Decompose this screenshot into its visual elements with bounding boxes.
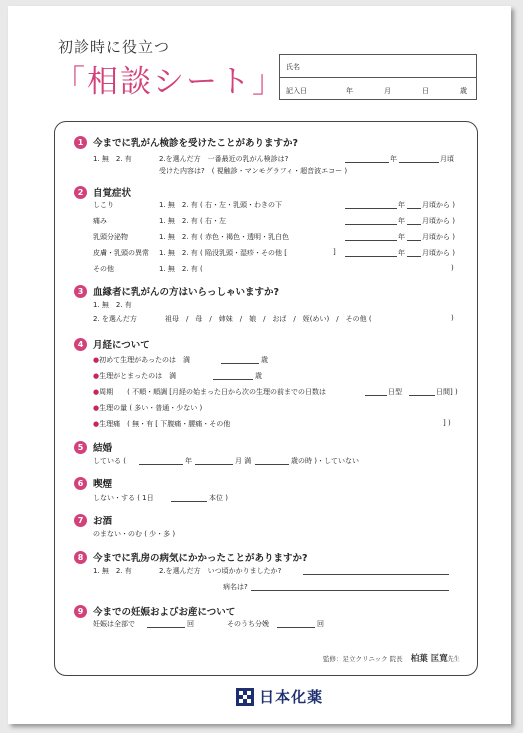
q5-month-blank[interactable] <box>195 464 233 465</box>
q2-row-label: その他 <box>93 265 114 273</box>
q8-when-blank[interactable] <box>303 574 449 575</box>
q1-month: 月頃 <box>440 155 454 163</box>
q2-row-year: 年 <box>398 249 405 257</box>
sheet-subtitle: 初診時に役立つ <box>58 38 171 56</box>
q9-title: 今までの妊娠およびお産について <box>93 607 236 618</box>
q2-row-year: 年 <box>398 201 405 209</box>
q2-row-year: 年 <box>398 217 405 225</box>
q8-options[interactable]: 1. 無 2. 有 <box>93 567 132 575</box>
q1-month-blank[interactable] <box>399 162 439 163</box>
sheet-title: 「相談シート」 <box>54 64 285 100</box>
q9-pregnancies-label: 妊娠は全部で <box>93 620 135 628</box>
q2-row-options[interactable]: 1. 無 2. 有 ( 赤色・褐色・透明・乳白色 <box>159 233 289 241</box>
q8-title: 今までに乳房の病気にかかったことがありますか? <box>93 553 308 564</box>
date-label: 記入日 <box>286 87 307 95</box>
consultation-sheet <box>8 6 511 724</box>
q2-row-year-blank[interactable] <box>345 224 397 225</box>
q2-row-options[interactable]: 1. 無 2. 有 ( 右・左 <box>159 217 226 225</box>
q3-close: ) <box>451 314 454 322</box>
q2-row-month: 月頃から ) <box>422 201 455 209</box>
q6-count-blank[interactable] <box>171 501 207 502</box>
q4-menarche-unit: 歳 <box>261 356 268 364</box>
q7-alcohol[interactable]: のまない・のむ ( 少・多 ) <box>93 530 176 538</box>
q3-relatives[interactable]: 祖母 / 母 / 姉妹 / 娘 / おば / 姪(めい) / その他 ( <box>165 315 372 323</box>
q9-deliveries-label: そのうち分娩 <box>227 620 269 628</box>
q5-year: 年 <box>185 457 192 465</box>
q6-unit: 本位 ) <box>209 494 228 502</box>
q8-followup: 2.を選んだ方 いつ頃かかりましたか? <box>159 567 282 575</box>
questionnaire-box <box>54 121 478 676</box>
q9-deliveries-unit: 回 <box>317 620 324 628</box>
q5-month: 月 満 <box>235 457 252 465</box>
date-month: 月 <box>384 87 391 95</box>
q6-number: 6 <box>74 477 87 490</box>
date-year: 年 <box>346 87 353 95</box>
q4-item-amount[interactable]: ●生理の量 ( 多い・普通・少ない ) <box>93 404 203 412</box>
q8-disease-blank[interactable] <box>251 590 449 591</box>
q2-row-month-blank[interactable] <box>407 208 421 209</box>
q2-row-year-blank[interactable] <box>345 256 397 257</box>
q9-number: 9 <box>74 605 87 618</box>
q1-options[interactable]: 1. 無 2. 有 <box>93 155 132 163</box>
q2-row-label: 乳頭分泌物 <box>93 233 128 241</box>
q6-title: 喫煙 <box>93 479 113 490</box>
q1-content[interactable]: 受けた内容は? ( 視触診・マンモグラフィ・超音波エコー ) <box>159 167 348 175</box>
q5-married[interactable]: している ( <box>93 457 126 465</box>
q2-row-month: 月頃から ) <box>422 217 455 225</box>
name-label: 氏名 <box>286 63 300 71</box>
q5-title: 結婚 <box>93 443 113 454</box>
q8-number: 8 <box>74 551 87 564</box>
q1-year-blank[interactable] <box>345 162 389 163</box>
q2-row-month-blank[interactable] <box>407 256 421 257</box>
q2-row-month: 月頃から ) <box>422 249 455 257</box>
q2-row-options[interactable]: 1. 無 2. 有 ( 陥没乳頭・湿疹・その他 [ <box>159 249 287 257</box>
q4-item-cycle[interactable]: ●周期 ( 不順・順調 [月経の始まった日から次の生理の前までの日数は <box>93 388 327 396</box>
name-row[interactable] <box>280 55 476 78</box>
q2-row-month-blank[interactable] <box>407 224 421 225</box>
q2-row-close: ) <box>451 264 454 272</box>
q3-title: 血縁者に乳がんの方はいらっしゃいますか? <box>93 287 280 298</box>
q9-pregnancies-blank[interactable] <box>147 627 185 628</box>
q3-number: 3 <box>74 285 87 298</box>
q4-item-menopause: ●生理がとまったのは 満 <box>93 372 177 380</box>
q2-row-bracket: ] <box>333 248 336 256</box>
q2-row-year: 年 <box>398 233 405 241</box>
q7-number: 7 <box>74 514 87 527</box>
q1-number: 1 <box>74 136 87 149</box>
q4-cycle-blank[interactable] <box>365 395 387 396</box>
q2-row-label: しこり <box>93 201 114 209</box>
q2-row-label: 皮膚・乳頭の異常 <box>93 249 149 257</box>
patient-info-box <box>279 54 477 100</box>
q4-menopause-unit: 歳 <box>255 372 262 380</box>
company-mark-icon <box>236 688 254 706</box>
brand-name: 日本化薬 <box>259 688 324 706</box>
q2-number: 2 <box>74 186 87 199</box>
q4-item-menarche: ●初めて生理があったのは 満 <box>93 356 191 364</box>
q4-item-pain[interactable]: ●生理痛 ( 無・有 [ 下腹痛・腰痛・その他 <box>93 420 231 428</box>
q4-menarche-blank[interactable] <box>221 363 259 364</box>
q4-pain-close: ] ) <box>443 419 451 427</box>
q2-row-month: 月頃から ) <box>422 233 455 241</box>
q4-cycle-type: 日型 <box>388 388 402 396</box>
q2-row-options[interactable]: 1. 無 2. 有 ( 右・左・乳頭・わきの下 <box>159 201 282 209</box>
q2-title: 自覚症状 <box>93 188 132 199</box>
q2-row-year-blank[interactable] <box>345 208 397 209</box>
nippon-kayaku-logo <box>236 686 323 707</box>
supervisor-credit: 監修：足立クリニック 院長 柏葉 匡寛先生 <box>323 654 460 664</box>
q4-cycle-days: 日間] ) <box>436 388 458 396</box>
date-day: 日 <box>422 87 429 95</box>
q9-deliveries-blank[interactable] <box>277 627 315 628</box>
q4-title: 月経について <box>93 340 150 351</box>
q5-age-blank[interactable] <box>255 464 289 465</box>
q5-year-blank[interactable] <box>139 464 183 465</box>
q1-title: 今までに乳がん検診を受けたことがありますか? <box>93 138 299 149</box>
q1-year: 年 <box>390 155 397 163</box>
q4-menopause-blank[interactable] <box>213 379 253 380</box>
q4-number: 4 <box>74 338 87 351</box>
q3-options[interactable]: 1. 無 2. 有 <box>93 301 132 309</box>
q3-followup: 2. を選んだ方 <box>93 315 137 323</box>
q8-disease-label: 病名は? <box>223 583 248 591</box>
q2-row-options[interactable]: 1. 無 2. 有 ( <box>159 265 203 273</box>
q9-pregnancies-unit: 回 <box>187 620 194 628</box>
q7-title: お酒 <box>93 516 113 527</box>
q4-duration-blank[interactable] <box>409 395 435 396</box>
q1-followup: 2.を選んだ方 一番最近の乳がん検診は? <box>159 155 289 163</box>
q5-number: 5 <box>74 441 87 454</box>
q2-row-month-blank[interactable] <box>407 240 421 241</box>
q5-not-married[interactable]: 歳の時 )・していない <box>291 457 359 465</box>
q2-row-label: 痛み <box>93 217 107 225</box>
age-label: 歳 <box>460 87 467 95</box>
q2-row-year-blank[interactable] <box>345 240 397 241</box>
q6-smoking[interactable]: しない・する ( 1日 <box>93 494 154 502</box>
